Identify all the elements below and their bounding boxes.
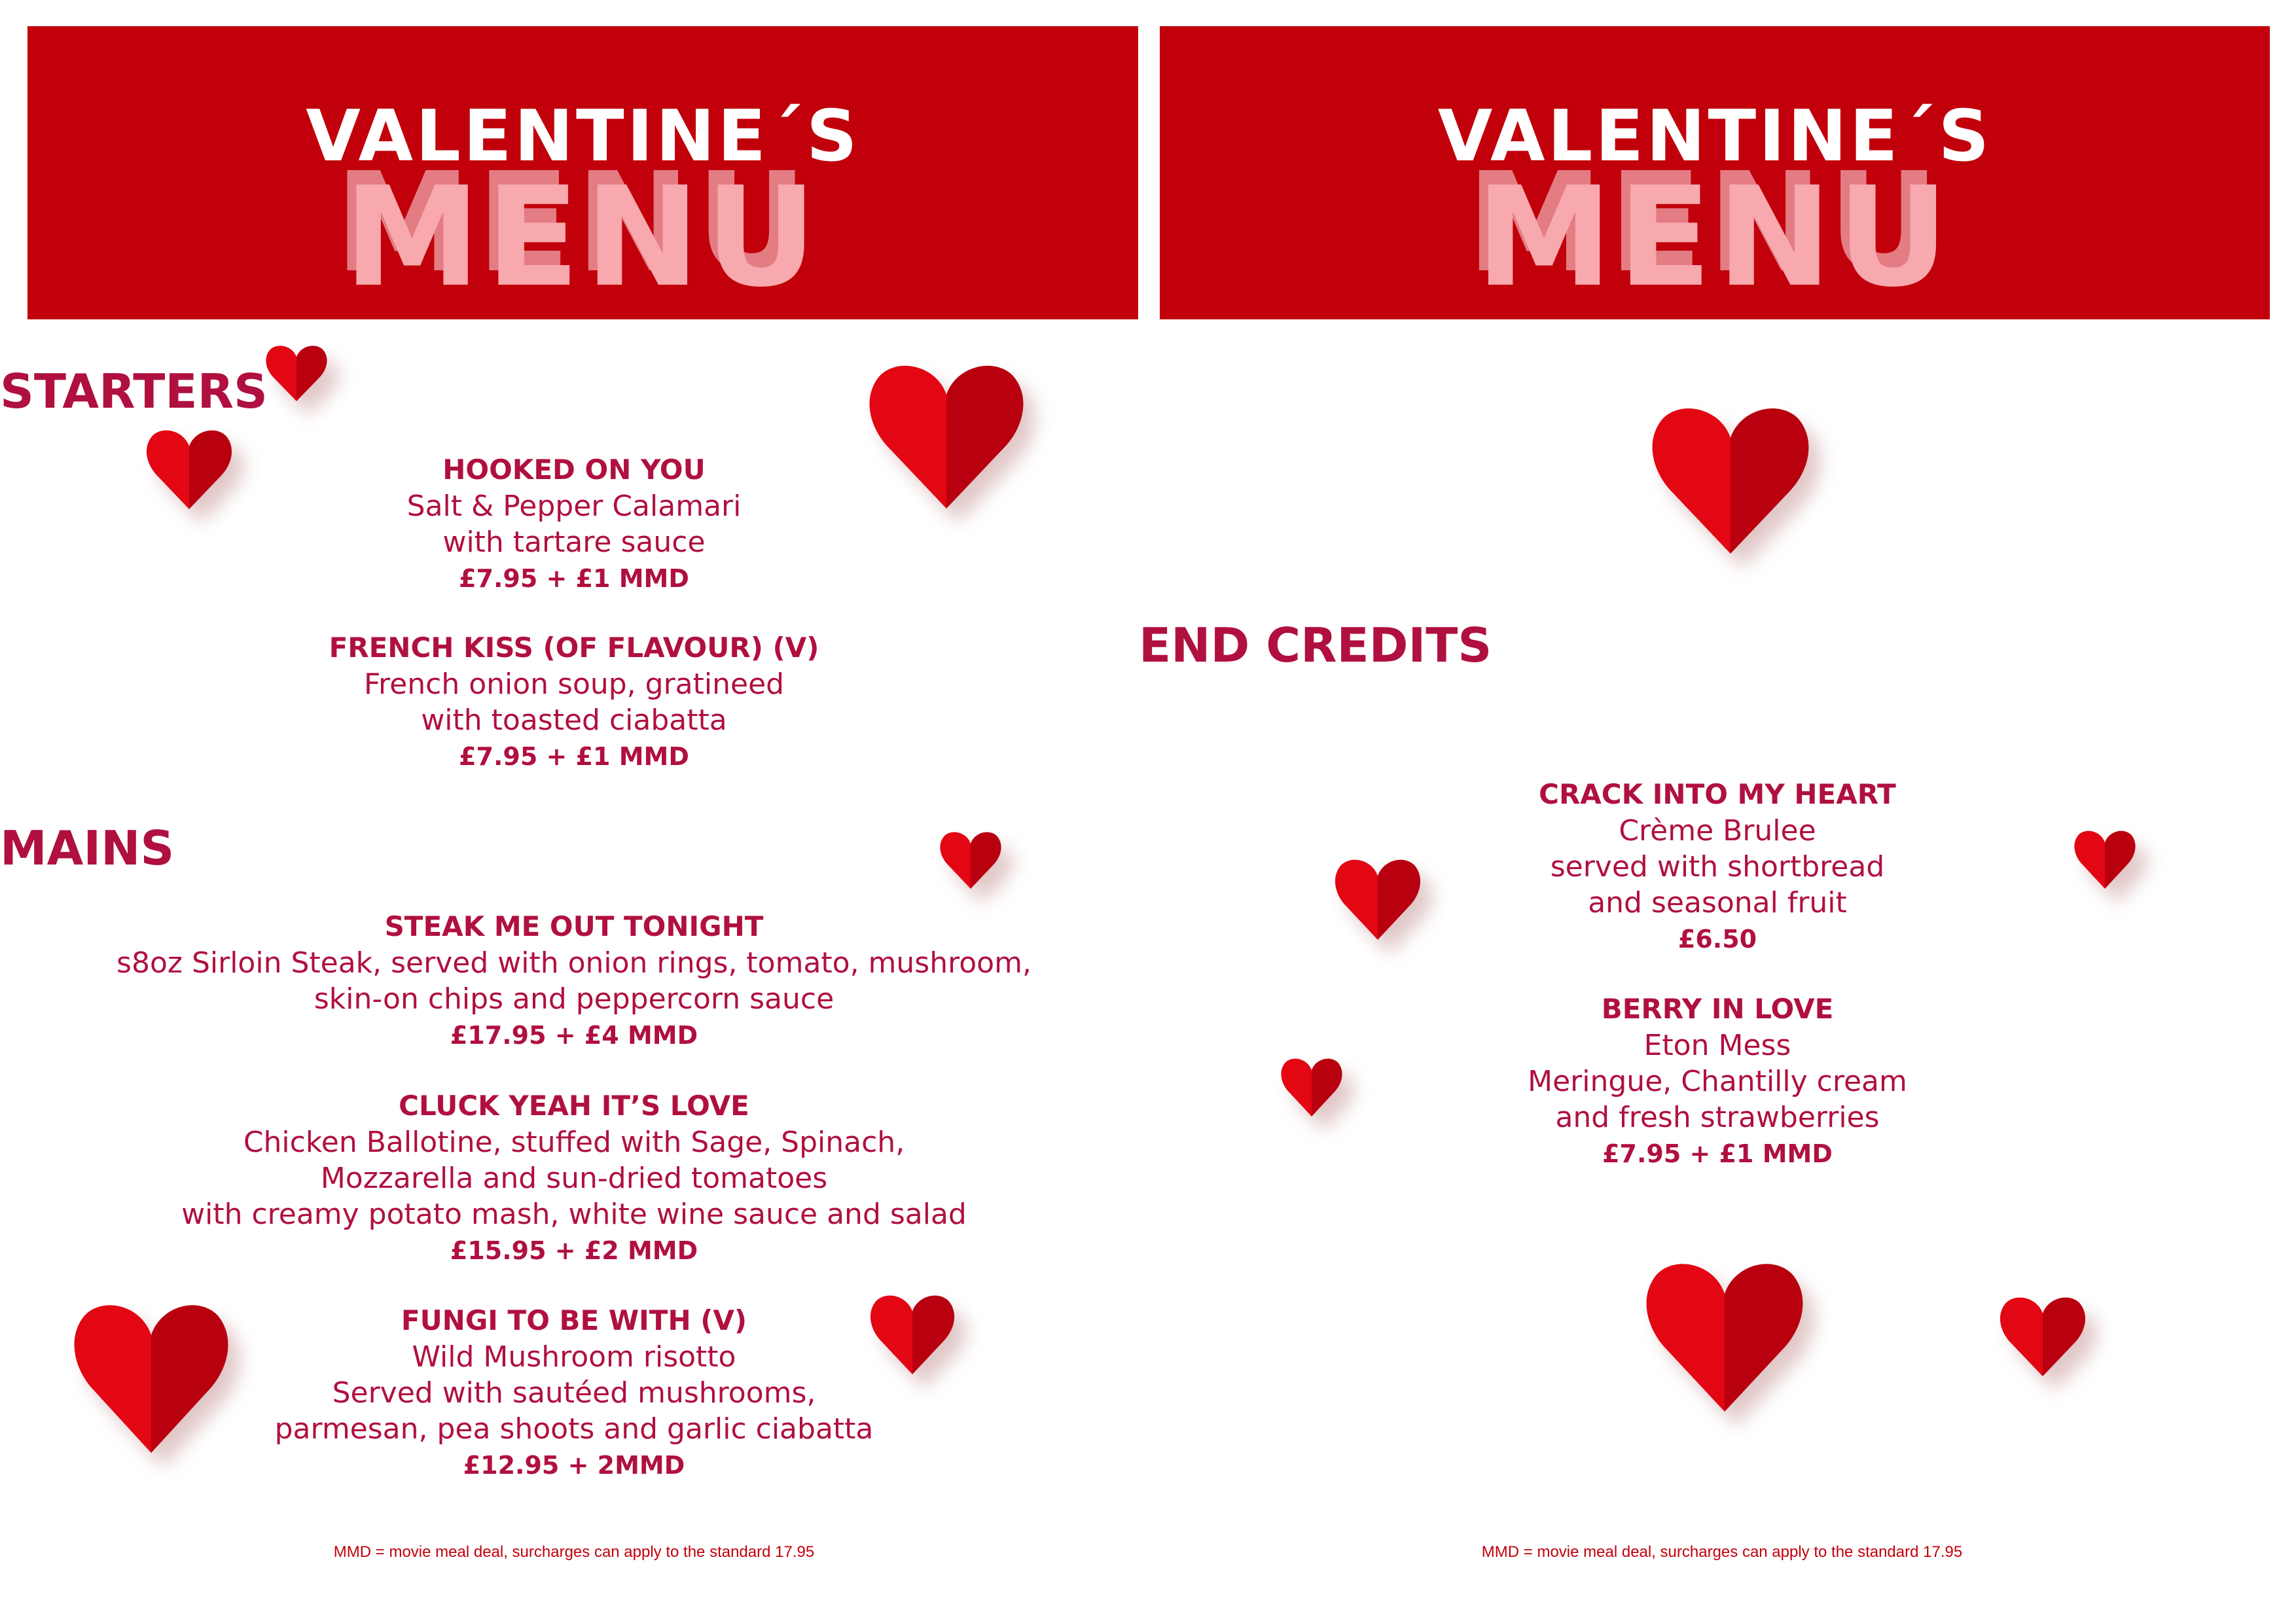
item-description-line: Meringue, Chantilly cream [1528, 1065, 1907, 1098]
menu-item [0, 1088, 1148, 1269]
heart-icon [1334, 855, 1422, 940]
banner-title-valentines: VALENTINE´S [1437, 96, 1992, 177]
item-name: FRENCH KISS (OF FLAVOUR) (V) [329, 632, 819, 664]
item-name: FUNGI TO BE WITH (V) [401, 1304, 747, 1336]
item-description-line: and fresh strawberries [1555, 1101, 1880, 1134]
banner-title-menu: MENU [1475, 157, 1954, 317]
item-description-line: with toasted ciabatta [421, 704, 727, 737]
item-price: £12.95 + 2MMD [463, 1451, 685, 1480]
heart-icon [265, 342, 328, 401]
heart-icon [869, 1291, 956, 1374]
item-description-line: parmesan, pea shoots and garlic ciabatta [274, 1412, 874, 1446]
item-description-line: s8oz Sirloin Steak, served with onion rings, tomato, mushroom, [117, 946, 1031, 980]
title-banner [1160, 26, 2270, 319]
heart-icon [145, 425, 233, 509]
menu-item [0, 630, 1148, 775]
item-description-line: served with shortbread [1550, 850, 1885, 883]
item-description-line: Mozzarella and sun-dried tomatoes [320, 1162, 828, 1195]
item-name: HOOKED ON YOU [442, 454, 706, 486]
heart-icon [1644, 1255, 1805, 1412]
section-title-mains: MAINS [0, 821, 175, 876]
section-title-end-credits: END CREDITS [1139, 618, 1492, 673]
heart-icon [1650, 399, 1811, 554]
heart-icon [2073, 827, 2136, 889]
item-description-line: Wild Mushroom risotto [412, 1340, 736, 1374]
item-price: £6.50 [1677, 925, 1757, 954]
item-description-line: with creamy potato mash, white wine sauce and salad [181, 1198, 967, 1231]
item-description-line: skin-on chips and peppercorn sauce [314, 982, 834, 1016]
item-description-line: Salt & Pepper Calamari [406, 490, 742, 523]
banner-title-menu: MENU [344, 157, 822, 317]
item-description-line: with tartare sauce [442, 526, 706, 559]
banner-title-valentines: VALENTINE´S [306, 96, 860, 177]
heart-icon [72, 1296, 230, 1453]
heart-icon [867, 357, 1026, 508]
item-price: £17.95 + £4 MMD [450, 1021, 698, 1050]
item-description-line: Chicken Ballotine, stuffed with Sage, Spinach, [243, 1126, 905, 1159]
item-name: CLUCK YEAH IT’S LOVE [399, 1090, 749, 1122]
item-description-line: Eton Mess [1643, 1029, 1791, 1062]
item-description-line: Crème Brulee [1619, 814, 1816, 847]
item-price: £7.95 + £1 MMD [1602, 1139, 1833, 1168]
footnote: MMD = movie meal deal, surcharges can apply to the standard 17.95 [1481, 1543, 1963, 1561]
menu-item [0, 908, 1148, 1054]
heart-icon [1280, 1055, 1343, 1116]
section-title-starters: STARTERS [0, 364, 268, 419]
item-description-line: Served with sautéed mushrooms, [332, 1376, 816, 1410]
right-menu-page [1139, 0, 2296, 1623]
item-description-line: and seasonal fruit [1588, 886, 1847, 919]
item-price: £15.95 + £2 MMD [450, 1236, 698, 1265]
title-banner [27, 26, 1138, 319]
item-price: £7.95 + £1 MMD [459, 742, 689, 771]
heart-icon [939, 829, 1002, 889]
item-name: BERRY IN LOVE [1601, 993, 1834, 1025]
footnote: MMD = movie meal deal, surcharges can apply to the standard 17.95 [333, 1543, 815, 1561]
heart-icon [1999, 1293, 2087, 1376]
item-name: CRACK INTO MY HEART [1539, 778, 1896, 810]
item-name: STEAK ME OUT TONIGHT [384, 910, 764, 942]
item-price: £7.95 + £1 MMD [459, 564, 689, 593]
item-description-line: French onion soup, gratineed [363, 668, 785, 701]
